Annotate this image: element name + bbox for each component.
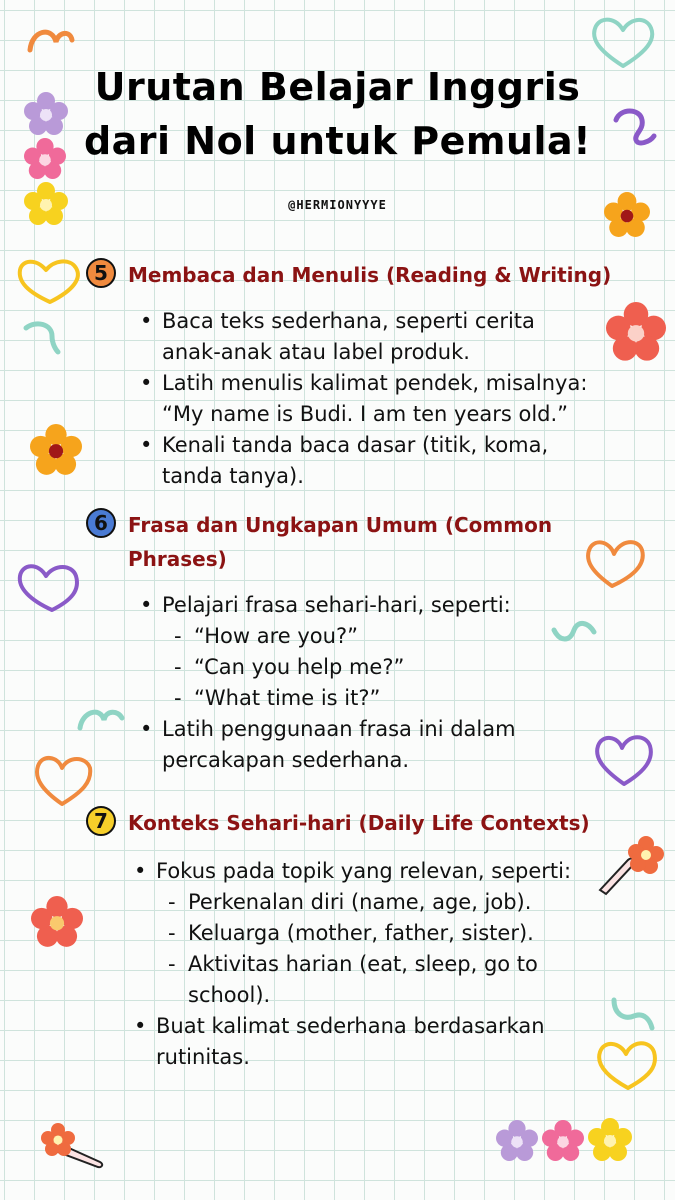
sub-item-continuation: school).: [188, 983, 271, 1007]
section-6-title: Frasa dan Ungkapan Umum (Common Phrases): [128, 513, 553, 571]
squiggle-icon: [550, 616, 598, 644]
flower-icon: [24, 92, 68, 136]
heart-icon: [30, 750, 96, 810]
number-badge-6: 6: [86, 508, 116, 538]
page-title: [0, 60, 675, 168]
section-7-header: [86, 806, 590, 840]
author-handle: @HERMIONYYYE: [288, 198, 387, 212]
list-item: • Fokus pada topik yang relevan, seperti: - Perkenalan diri (name, age, job). - Keluarga (mother, father, sister). - Aktivitas harian (eat, sleep, go to school).: [134, 856, 604, 1011]
sub-item: - Perkenalan diri (name, age, job).: [156, 887, 604, 918]
flower-icon: [588, 1118, 632, 1162]
section-7-list: [134, 856, 604, 1073]
flower-icon: [30, 896, 84, 948]
list-item: • Latih menulis kalimat pendek, misalnya: “My name is Budi. I am ten years old.”: [140, 368, 620, 430]
heart-icon: [14, 560, 82, 616]
section-6-header: [86, 508, 552, 576]
heart-icon: [592, 1036, 662, 1094]
section-6-list: [140, 590, 610, 776]
list-item: • Kenali tanda baca dasar (titik, koma, tanda tanya).: [140, 430, 620, 492]
section-5-title: Membaca dan Menulis (Reading & Writing): [128, 263, 612, 287]
hairclip-icon: [594, 834, 664, 896]
number-badge-5: 5: [86, 258, 116, 288]
squiggle-icon: [76, 704, 126, 734]
squiggle-icon: [610, 994, 656, 1034]
sub-item: - “Can you help me?”: [162, 652, 610, 683]
flower-icon: [606, 302, 666, 362]
heart-icon: [588, 14, 658, 72]
sub-item: - “What time is it?”: [162, 683, 610, 714]
hairclip-icon: [40, 1122, 106, 1170]
squiggle-icon: [26, 24, 76, 56]
list-item: • Latih penggunaan frasa ini dalam percakapan sederhana.: [140, 714, 610, 776]
flower-icon: [604, 192, 650, 238]
number-badge-7: 7: [86, 806, 116, 836]
flower-icon: [24, 182, 68, 226]
squiggle-icon: [612, 106, 658, 146]
list-item: • Baca teks sederhana, seperti cerita anak-anak atau label produk.: [140, 306, 620, 368]
squiggle-icon: [22, 318, 62, 358]
sub-item: - “How are you?”: [162, 621, 610, 652]
list-item: • Pelajari frasa sehari-hari, seperti: - “How are you?” - “Can you help me?” - “What time is it?”: [140, 590, 610, 714]
heart-icon: [582, 536, 646, 592]
sub-item: - Aktivitas harian (eat, sleep, go to: [156, 949, 604, 980]
heart-icon: [590, 730, 658, 790]
sub-item: - Keluarga (mother, father, sister).: [156, 918, 604, 949]
flower-icon: [24, 138, 66, 180]
heart-icon: [14, 256, 84, 308]
title-line-2: dari Nol untuk Pemula!: [83, 119, 592, 163]
section-7-title: Konteks Sehari-hari (Daily Life Contexts): [128, 811, 590, 835]
section-5-list: [140, 306, 620, 492]
flower-icon: [30, 424, 82, 476]
flower-icon: [496, 1120, 538, 1162]
title-line-1: Urutan Belajar Inggris: [94, 65, 581, 109]
flower-icon: [542, 1120, 584, 1162]
section-5-header: [86, 258, 611, 292]
list-item: • Buat kalimat sederhana berdasarkan rutinitas.: [134, 1011, 604, 1073]
